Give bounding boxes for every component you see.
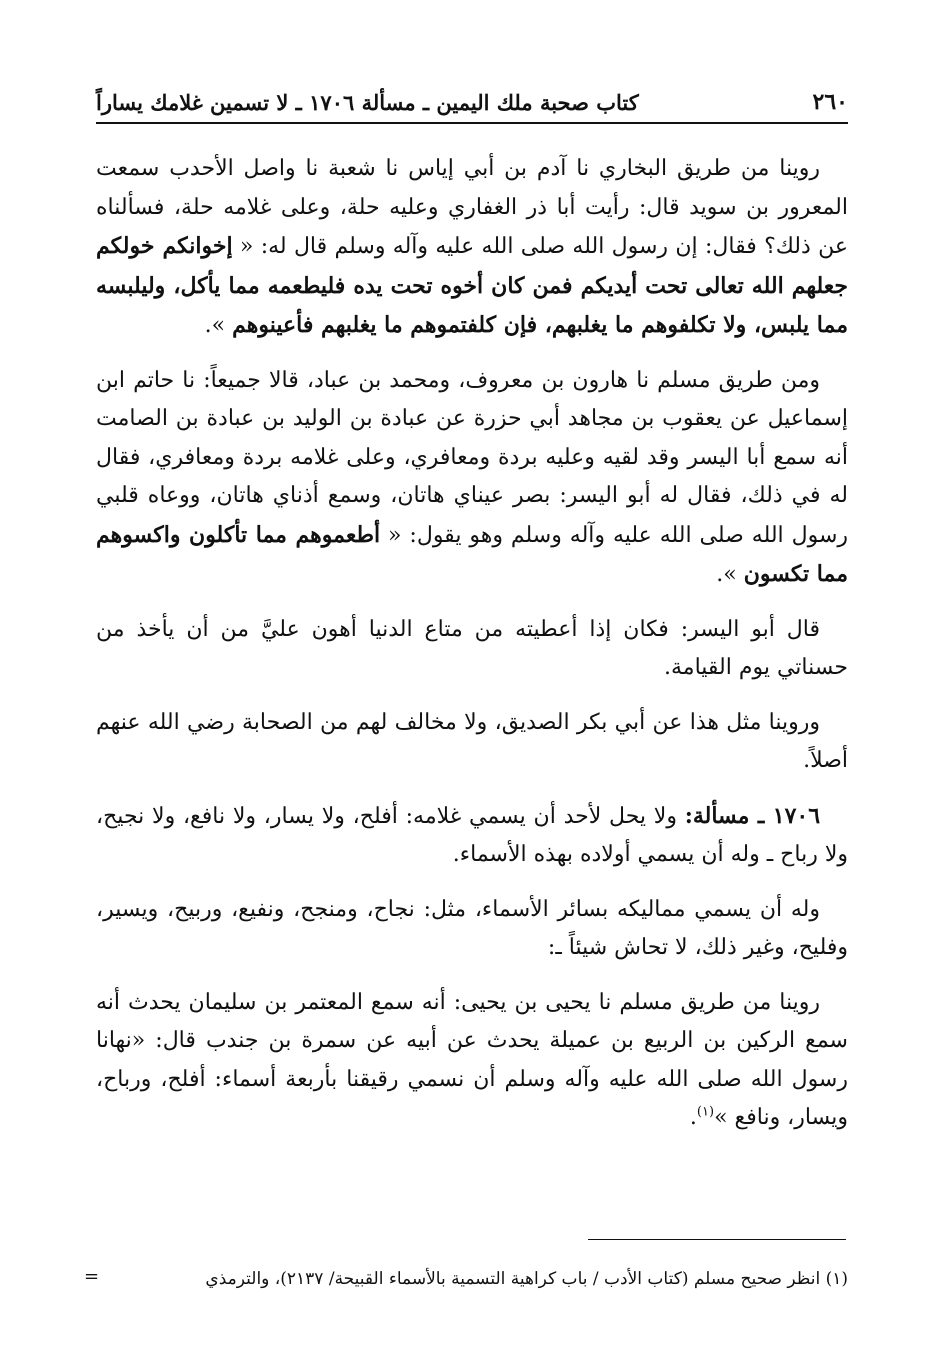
running-title: كتاب صحبة ملك اليمين ـ مسألة ١٧٠٦ ـ لا تسمين غلامك يساراً <box>96 89 639 115</box>
issue-paragraph: ١٧٠٦ ـ مسألة: ولا يحل لأحد أن يسمي غلامه: أفلح، ولا يسار، ولا نافع، ولا نجيح، ولا رباح ـ وله أن يسمي أولاده بهذه الأسماء. <box>96 802 848 867</box>
paragraph: روينا من طريق البخاري نا آدم بن أبي إياس نا شعبة نا واصل الأحدب سمعت المعرور بن سويد قال: رأيت أبا ذر الغفاري وعليه حلة، وعلى غلامه حلة، فسألناه عن ذلك؟ فقال: إن رسول الله صلى الله عليه وآله وسلم قال له: « إخوانكم خولكم جعلهم الله تعالى تحت أيديكم فمن كان أخوه تحت يده فليطعمه مما يأكل، وليلبسه مما يلبس، ولا تكلفوهم ما يغلبهم، فإن كلفتموهم ما يغلبهم فأعينوهم ». <box>96 156 849 338</box>
main-text <box>96 150 848 1154</box>
footnote-marker: (١) <box>825 1269 848 1289</box>
paragraph: وروينا مثل هذا عن أبي بكر الصديق، ولا مخالف لهم من الصحابة رضي الله عنهم أصلاً. <box>96 709 848 773</box>
footnote-text: انظر صحيح مسلم (كتاب الأدب / باب كراهية التسمية بالأسماء القبيحة/ ٢١٣٧)، والترمذي <box>205 1269 821 1289</box>
footnote-ref: (١) <box>696 1104 715 1120</box>
page-number: ٢٦٠ <box>812 89 848 115</box>
paragraph: روينا من طريق مسلم نا يحيى بن يحيى: أنه سمع المعتمر بن سليمان يحدث أنه سمع الركين بن الربيع بن عميلة يحدث عن أبيه عن سمرة بن جندب قال: «نهانا رسول الله صلى الله عليه وآله وسلم أن نسمي رقيقنا بأربعة أسماء: أفلح، ورباح، ويسار، ونافع »$^{(١)}$. <box>96 989 848 1130</box>
paragraph: ومن طريق مسلم نا هارون بن معروف، ومحمد بن عباد، قالا جميعاً: نا حاتم ابن إسماعيل عن يعقوب بن مجاهد أبي حزرة عن عبادة بن الوليد بن عبادة بن الصامت أنه سمع أبا اليسر وقد لقيه وعليه بردة ومعافري، وعلى غلامه بردة ومعافري، فقال له في ذلك، فقال له أبو اليسر: بصر عيناي هاتان، وسمع أذناي هاتان، ووعاه قلبي رسول الله صلى الله عليه وآله وسلم وهو يقول: « أطعموهم مما تأكلون واكسوهم مما تكسون ». <box>96 367 848 587</box>
footnote-divider <box>588 1239 846 1240</box>
continuation-mark: = <box>84 1266 100 1287</box>
issue-number: ١٧٠٦ ـ مسألة: <box>684 802 821 829</box>
footnote <box>78 1266 848 1292</box>
paragraph: قال أبو اليسر: فكان إذا أعطيته من متاع الدنيا أهون عليَّ من أن يأخذ من حسناتي يوم القيامة. <box>96 616 848 680</box>
hadith-quote: إخوانكم خولكم جعلهم الله تعالى تحت أيديكم فمن كان أخوه تحت يده فليطعمه مما يأكل، وليلبسه مما يلبس، ولا تكلفوهم ما يغلبهم، فإن كلفتموهم ما يغلبهم فأعينوهم <box>96 233 848 338</box>
paragraph: وله أن يسمي مماليكه بسائر الأسماء، مثل: نجاح، ومنجح، ونفيع، وربيح، ويسير، وفليح، وغير ذلك، لا تحاش شيئاً ـ: <box>96 896 848 960</box>
page-header <box>96 82 848 124</box>
hadith-quote: أطعموهم مما تأكلون واكسوهم مما تكسون <box>96 521 848 587</box>
